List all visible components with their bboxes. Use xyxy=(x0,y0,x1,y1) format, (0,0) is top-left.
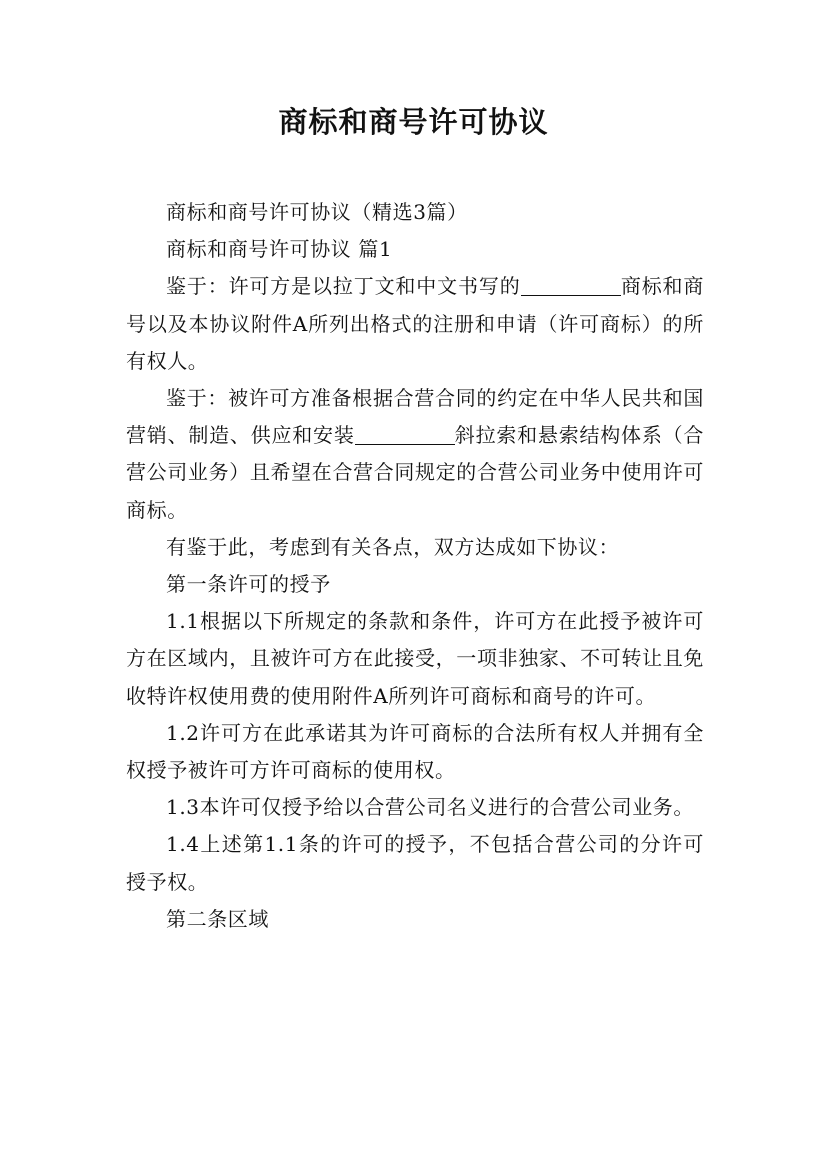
clause-1-4: 1.4上述第1.1条的许可的授予，不包括合营公司的分许可授予权。 xyxy=(126,832,704,894)
clause-1-3: 1.3本许可仅授予给以合营公司名义进行的合营公司业务。 xyxy=(166,795,695,820)
section-heading: 商标和商号许可协议 篇1 xyxy=(166,237,393,262)
clause-1-1: 1.1根据以下所规定的条款和条件，许可方在此授予被许可方在区域内，且被许可方在此接受，一项非独家、不可转让且免收特许权使用费的使用附件A所列许可商标和商号的许可。 xyxy=(126,609,704,708)
clause-1-2: 1.2许可方在此承诺其为许可商标的合法所有权人并拥有全权授予被许可方许可商标的使用权。 xyxy=(126,720,704,783)
whereas-2-text-a: 鉴于：被许可方准备根据合营合同的约定在中华人民共和国营销、制造、供应和安装 xyxy=(126,386,704,448)
whereas-2-text-b: 斜拉索和悬索结构体系（合营公司业务）且希望在合营合同规定的合营公司业务中使用许可商标。 xyxy=(126,423,704,522)
agreement-intro: 有鉴于此，考虑到有关各点，双方达成如下协议： xyxy=(166,534,620,559)
document-title: 商标和商号许可协议 xyxy=(278,105,549,139)
whereas-paragraph-2 xyxy=(126,380,704,529)
blank-line xyxy=(521,275,621,296)
document-subtitle: 商标和商号许可协议（精选3篇） xyxy=(166,200,468,224)
whereas-1-text-a: 鉴于：许可方是以拉丁文和中文书写的 xyxy=(166,274,521,299)
blank-line xyxy=(355,424,455,445)
whereas-1-text-b: 商标和商号以及本协议附件A所列出格式的注册和申请（许可商标）的所有权人。 xyxy=(126,274,705,373)
article-1-title: 第一条许可的授予 xyxy=(166,572,331,597)
document-body xyxy=(126,194,704,938)
article-2-title: 第二条区域 xyxy=(166,906,269,931)
whereas-paragraph-1 xyxy=(126,268,704,380)
